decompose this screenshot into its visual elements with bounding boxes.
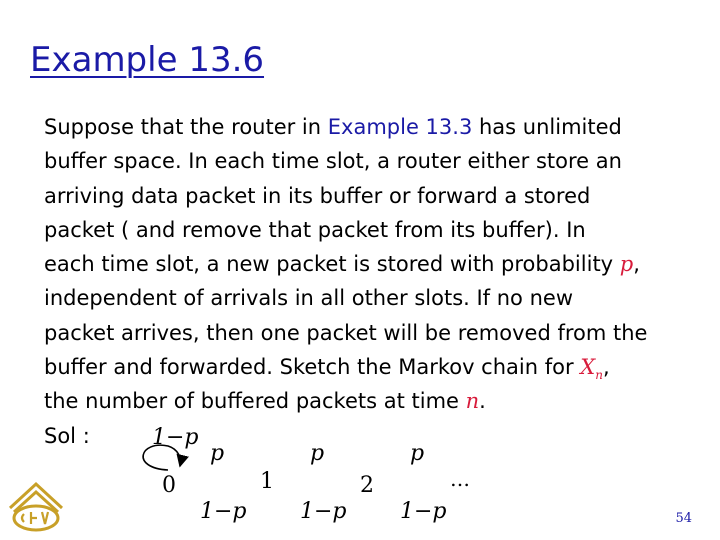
self-loop-label: 1−p [152,425,199,450]
state-0: 0 [162,473,176,498]
statement-line-4: packet ( and remove that packet from its buffer). In [44,217,586,242]
slide-title: Example 13.6 [30,40,265,80]
statement-line-3: arriving data packet in its buffer or forward a stored [44,183,591,208]
forward-label-1-2: p [310,441,325,466]
solution-label: Sol : [44,424,90,448]
forward-label-2-3: p [410,441,425,466]
statement-text: , [602,355,610,380]
statement-text: , [633,252,640,277]
statement-text: has unlimited [472,115,622,139]
university-logo [4,478,68,536]
ellipsis: … [450,467,470,491]
statement-line-7: packet arrives, then one packet will be removed from the [44,320,648,345]
variable-x-letter: X [580,355,596,380]
backward-label-3-2: 1−p [400,499,447,524]
state-1: 1 [260,469,274,494]
backward-label-2-1: 1−p [300,499,347,524]
statement-text: the number of buffered packets at time [44,389,466,414]
statement-text: each time slot, a new packet is stored with probability [44,252,620,277]
backward-label-1-0: 1−p [200,499,247,524]
probability-symbol: p [619,252,634,277]
statement-text: Suppose that the router in [44,115,328,139]
statement-text: buffer and forwarded. Sketch the Markov chain for [44,355,581,380]
time-symbol: n [465,389,480,414]
statement-line-2: buffer space. In each time slot, a router either store an [44,149,622,174]
variable-subscript: n [595,368,603,383]
example-reference-link[interactable]: Example 13.3 [327,115,473,139]
forward-label-0-1: p [210,441,225,466]
statement-text: . [479,389,486,414]
state-2: 2 [360,473,374,498]
statement-line-6: independent of arrivals in all other slots. If no new [44,286,573,311]
page-number: 54 [675,511,692,526]
